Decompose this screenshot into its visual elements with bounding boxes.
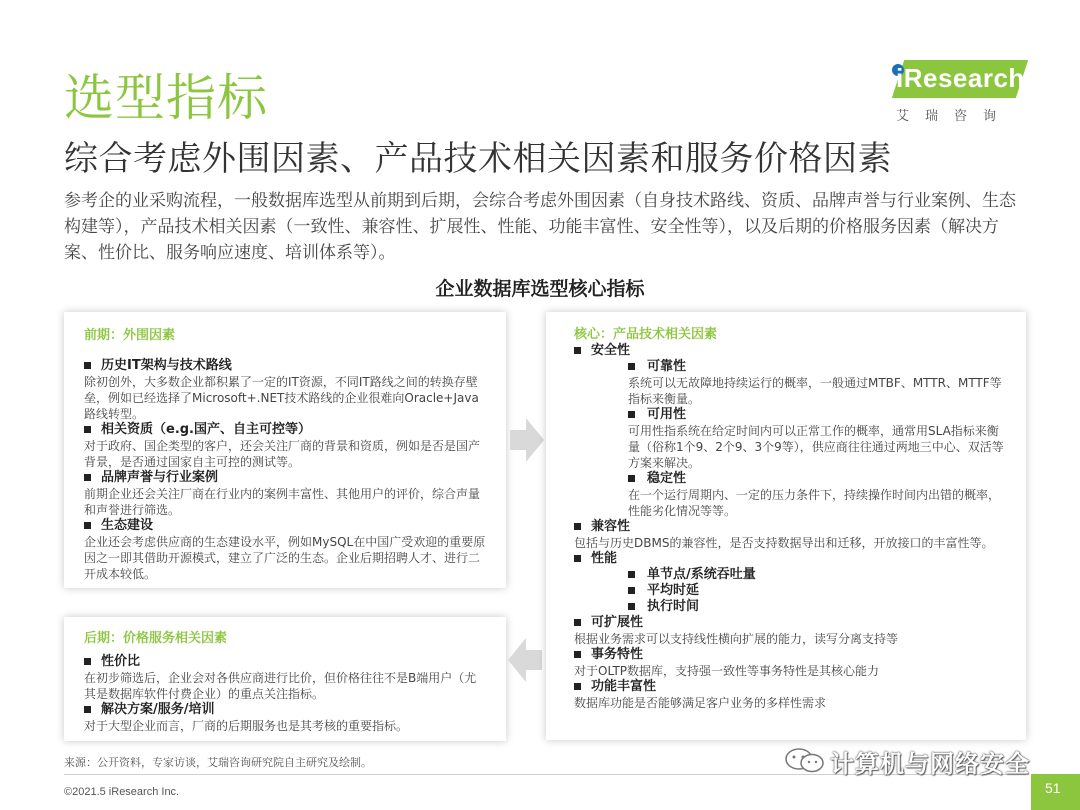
bullet-square-icon — [628, 587, 635, 594]
bullet-square-icon — [628, 475, 635, 482]
core-item-desc: 数据库功能是否能够满足客户业务的多样性需求 — [574, 696, 827, 710]
early-item-desc: 企业还会考虑供应商的生态建设水平，例如MySQL在中国广受欢迎的重要原因之一即其借助开源模式，建立了广泛的生态。企业后期招聘人才、进行二开成本较低。 — [84, 535, 486, 581]
late-item-desc: 对于大型企业而言，厂商的后期服务也是其考核的重要指标。 — [84, 719, 409, 733]
core-subitem-title: 可靠性 — [574, 359, 1006, 375]
early-item-title: 品牌声誉与行业案例 — [84, 470, 488, 486]
bullet-square-icon — [574, 683, 581, 690]
core-panel-header: 核心：产品技术相关因素 — [574, 327, 718, 342]
page-number-badge — [1031, 774, 1080, 810]
core-subitem-desc: 系统可以无故障地持续运行的概率，一般通过MTBF、MTTR、MTTF等指标来衡量。 — [628, 376, 1002, 406]
early-item-title: 生态建设 — [84, 518, 488, 534]
bullet-square-icon — [84, 522, 91, 529]
diagram-title: 企业数据库选型核心指标 — [435, 278, 645, 300]
bullet-square-icon — [84, 706, 91, 713]
early-factors-panel — [64, 312, 506, 588]
bullet-square-icon — [628, 571, 635, 578]
late-item-title: 性价比 — [84, 654, 488, 670]
copyright: ©2021.5 iResearch Inc. — [64, 786, 180, 798]
source-note: 来源：公开资料，专家访谈，艾瑞咨询研究院自主研究及绘制。 — [64, 756, 372, 769]
late-item-title: 解决方案/服务/培训 — [84, 702, 488, 718]
early-item-title: 历史IT架构与技术路线 — [84, 358, 488, 374]
bullet-square-icon — [84, 426, 91, 433]
page-number: 51 — [1045, 780, 1061, 796]
core-subitem-title: 执行时间 — [574, 599, 1006, 615]
bullet-square-icon — [574, 523, 581, 530]
core-item-desc: 根据业务需求可以支持线性横向扩展的能力，读写分离支持等 — [574, 632, 899, 646]
core-factors-panel — [546, 312, 1026, 740]
arrow-right-icon — [510, 418, 544, 462]
late-factors-panel — [64, 617, 506, 741]
core-item-txn: 事务特性 — [574, 647, 1006, 663]
core-subitem-title: 单节点/系统吞吐量 — [574, 567, 1006, 583]
arrow-left-icon — [508, 638, 542, 682]
core-item-security: 安全性 — [574, 343, 1006, 359]
iresearch-logo — [892, 58, 1027, 128]
core-item-func: 功能丰富性 — [574, 679, 1006, 695]
bullet-square-icon — [84, 474, 91, 481]
intro-paragraph: 参考企的业采购流程，一般数据库选型从前期到后期，会综合考虑外围因素（自身技术路线、资质、品牌声誉与行业案例、生态构建等），产品技术相关因素（一致性、兼容性、扩展性、性能、功能丰富性、安全性等），以及后期的价格服务因素（解决方案、性价比、服务响应速度、培训体系等）。 — [64, 191, 1016, 263]
bullet-square-icon — [574, 347, 581, 354]
core-subitem-desc: 可用性指系统在给定时间内可以正常工作的概率，通常用SLA指标来衡量（俗称1个9、2个9、3个9等），供应商往往通过两地三中心、双活等方案来解决。 — [628, 424, 1004, 470]
bullet-square-icon — [628, 363, 635, 370]
core-item-desc: 对于OLTP数据库，支持强一致性等事务特性是其核心能力 — [574, 664, 880, 678]
wechat-icon — [784, 748, 826, 774]
wechat-watermark — [784, 746, 1030, 776]
bullet-square-icon — [574, 619, 581, 626]
late-item-desc: 在初步筛选后，企业会对各供应商进行比价，但价格往往不是B端用户（尤其是数据库软件付费企业）的重点关注指标。 — [84, 671, 477, 701]
page-title: 选型指标 — [64, 69, 268, 127]
core-item-scale: 可扩展性 — [574, 615, 1006, 631]
logo-wordmark: iResearch — [896, 63, 1025, 93]
late-panel-header: 后期：价格服务相关因素 — [84, 631, 228, 646]
bullet-square-icon — [628, 411, 635, 418]
core-item-desc: 包括与历史DBMS的兼容性，是否支持数据导出和迁移，开放接口的丰富性等。 — [574, 536, 994, 550]
core-subitem-desc: 在一个运行周期内、一定的压力条件下，持续操作时间内出错的概率，性能劣化情况等等。 — [628, 488, 1001, 518]
bullet-square-icon — [84, 658, 91, 665]
early-item-desc: 对于政府、国企类型的客户，还会关注厂商的背景和资质，例如是否是国产背景，是否通过国家自主可控的测试等。 — [84, 439, 481, 469]
early-item-title: 相关资质（e.g.国产、自主可控等） — [84, 422, 488, 438]
core-subitem-title: 稳定性 — [574, 471, 1006, 487]
logo-cn-name: 艾瑞咨询 — [896, 109, 1013, 124]
watermark-text: 计算机与网络安全 — [830, 749, 1030, 778]
bullet-square-icon — [84, 362, 91, 369]
early-item-desc: 前期企业还会关注厂商在行业内的案例丰富性、其他用户的评价，综合声量和声誉进行筛选。 — [84, 487, 481, 517]
bullet-square-icon — [574, 651, 581, 658]
bullet-square-icon — [628, 603, 635, 610]
core-subitem-title: 平均时延 — [574, 583, 1006, 599]
early-item-desc: 除初创外，大多数企业都积累了一定的IT资源，不同IT路线之间的转换存壁垒，例如已经选择了Microsoft+.NET技术路线的企业很难向Oracle+Java路线转型。 — [84, 375, 479, 421]
bullet-square-icon — [574, 555, 581, 562]
early-panel-header: 前期：外围因素 — [84, 328, 176, 343]
core-item-perf: 性能 — [574, 551, 1006, 567]
page-subtitle: 综合考虑外围因素、产品技术相关因素和服务价格因素 — [64, 139, 892, 179]
core-item-compat: 兼容性 — [574, 519, 1006, 535]
core-subitem-title: 可用性 — [574, 407, 1006, 423]
